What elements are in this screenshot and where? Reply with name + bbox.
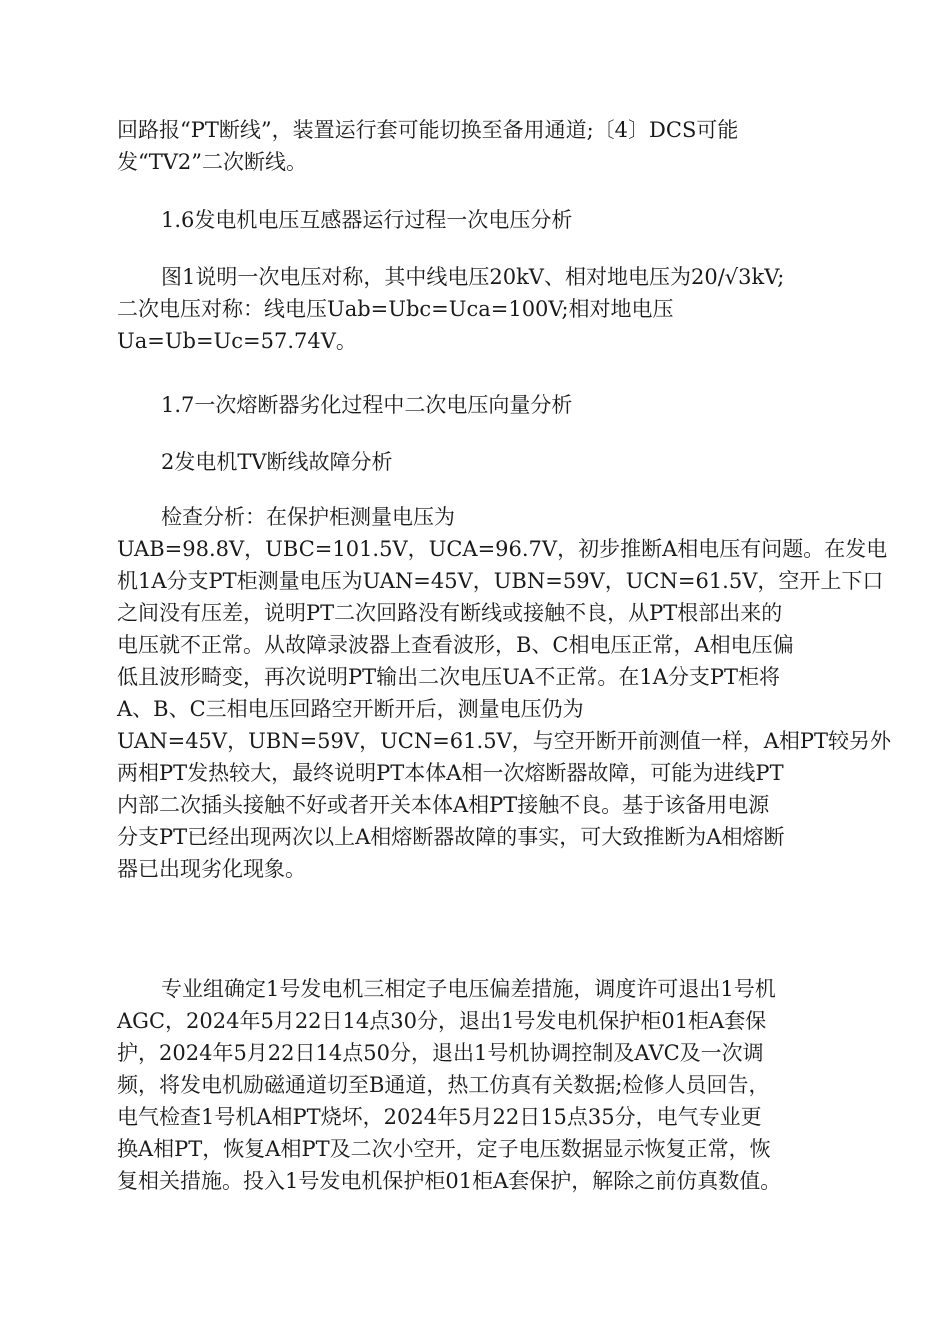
text-line: Ua=Ub=Uc=57.74V。 bbox=[117, 329, 357, 353]
text-line: A、B、C三相电压回路空开断开后，测量电压仍为 bbox=[117, 697, 584, 721]
text-line: 1.6发电机电压互感器运行过程一次电压分析 bbox=[161, 208, 573, 232]
text-line: 专业组确定1号发电机三相定子电压偏差措施，调度许可退出1号机 bbox=[161, 977, 776, 1001]
text-line: 内部二次插头接触不好或者开关本体A相PT接触不良。基于该备用电源 bbox=[117, 793, 770, 817]
text-line: 电压就不正常。从故障录波器上查看波形，B、C相电压正常，A相电压偏 bbox=[117, 633, 794, 657]
text-line: 低且波形畸变，再次说明PT输出二次电压UA不正常。在1A分支PT柜将 bbox=[117, 665, 781, 689]
text-line: UAN=45V，UBN=59V，UCN=61.5V，与空开断开前测值一样，A相PT较另外 bbox=[117, 729, 892, 753]
text-line: 电气检查1号机A相PT烧坏，2024年5月22日15点35分，电气专业更 bbox=[117, 1105, 762, 1129]
paragraph-inspection-analysis bbox=[117, 501, 892, 885]
text-line: 换A相PT，恢复A相PT及二次小空开，定子电压数据显示恢复正常，恢 bbox=[117, 1137, 771, 1161]
text-line: 回路报“PT断线”，装置运行套可能切换至备用通道;〔4〕DCS可能 bbox=[117, 118, 739, 142]
text-line: 分支PT已经出现两次以上A相熔断器故障的事实，可大致推断为A相熔断 bbox=[117, 825, 785, 849]
text-line: AGC，2024年5月22日14点30分，退出1号发电机保护柜01柜A套保 bbox=[117, 1009, 767, 1033]
text-line: 护，2024年5月22日14点50分，退出1号机协调控制及AVC及一次调 bbox=[117, 1041, 764, 1065]
text-line: UAB=98.8V，UBC=101.5V，UCA=96.7V，初步推断A相电压有问题。在发电 bbox=[117, 537, 888, 561]
text-line: 器已出现劣化现象。 bbox=[117, 857, 306, 881]
text-line: 两相PT发热较大，最终说明PT本体A相一次熔断器故障，可能为进线PT bbox=[117, 761, 784, 785]
heading-section-1-6 bbox=[117, 204, 839, 236]
text-line: 1.7一次熔断器劣化过程中二次电压向量分析 bbox=[161, 393, 573, 417]
text-line: 频，将发电机励磁通道切至B通道，热工仿真有关数据;检修人员回告， bbox=[117, 1073, 770, 1097]
heading-section-1-7 bbox=[117, 389, 839, 421]
text-line: 机1A分支PT柜测量电压为UAN=45V，UBN=59V，UCN=61.5V，空开上下口 bbox=[117, 569, 884, 593]
text-line: 检查分析：在保护柜测量电压为 bbox=[161, 505, 455, 529]
text-line: 复相关措施。投入1号发电机保护柜01柜A套保护，解除之前仿真数值。 bbox=[117, 1169, 782, 1193]
text-line: 发“TV2”二次断线。 bbox=[117, 150, 308, 174]
paragraph-primary-voltage bbox=[117, 261, 839, 357]
text-line: 二次电压对称：线电压Uab=Ubc=Uca=100V;相对地电压 bbox=[117, 297, 674, 321]
paragraph-response-measures bbox=[117, 973, 839, 1197]
text-line: 图1说明一次电压对称，其中线电压20kV、相对地电压为20/√3kV; bbox=[161, 265, 785, 289]
text-line: 之间没有压差，说明PT二次回路没有断线或接触不良，从PT根部出来的 bbox=[117, 601, 783, 625]
paragraph-pt-disconnect-continuation bbox=[117, 114, 839, 178]
heading-section-2 bbox=[117, 446, 839, 478]
text-line: 2发电机TV断线故障分析 bbox=[161, 450, 393, 474]
